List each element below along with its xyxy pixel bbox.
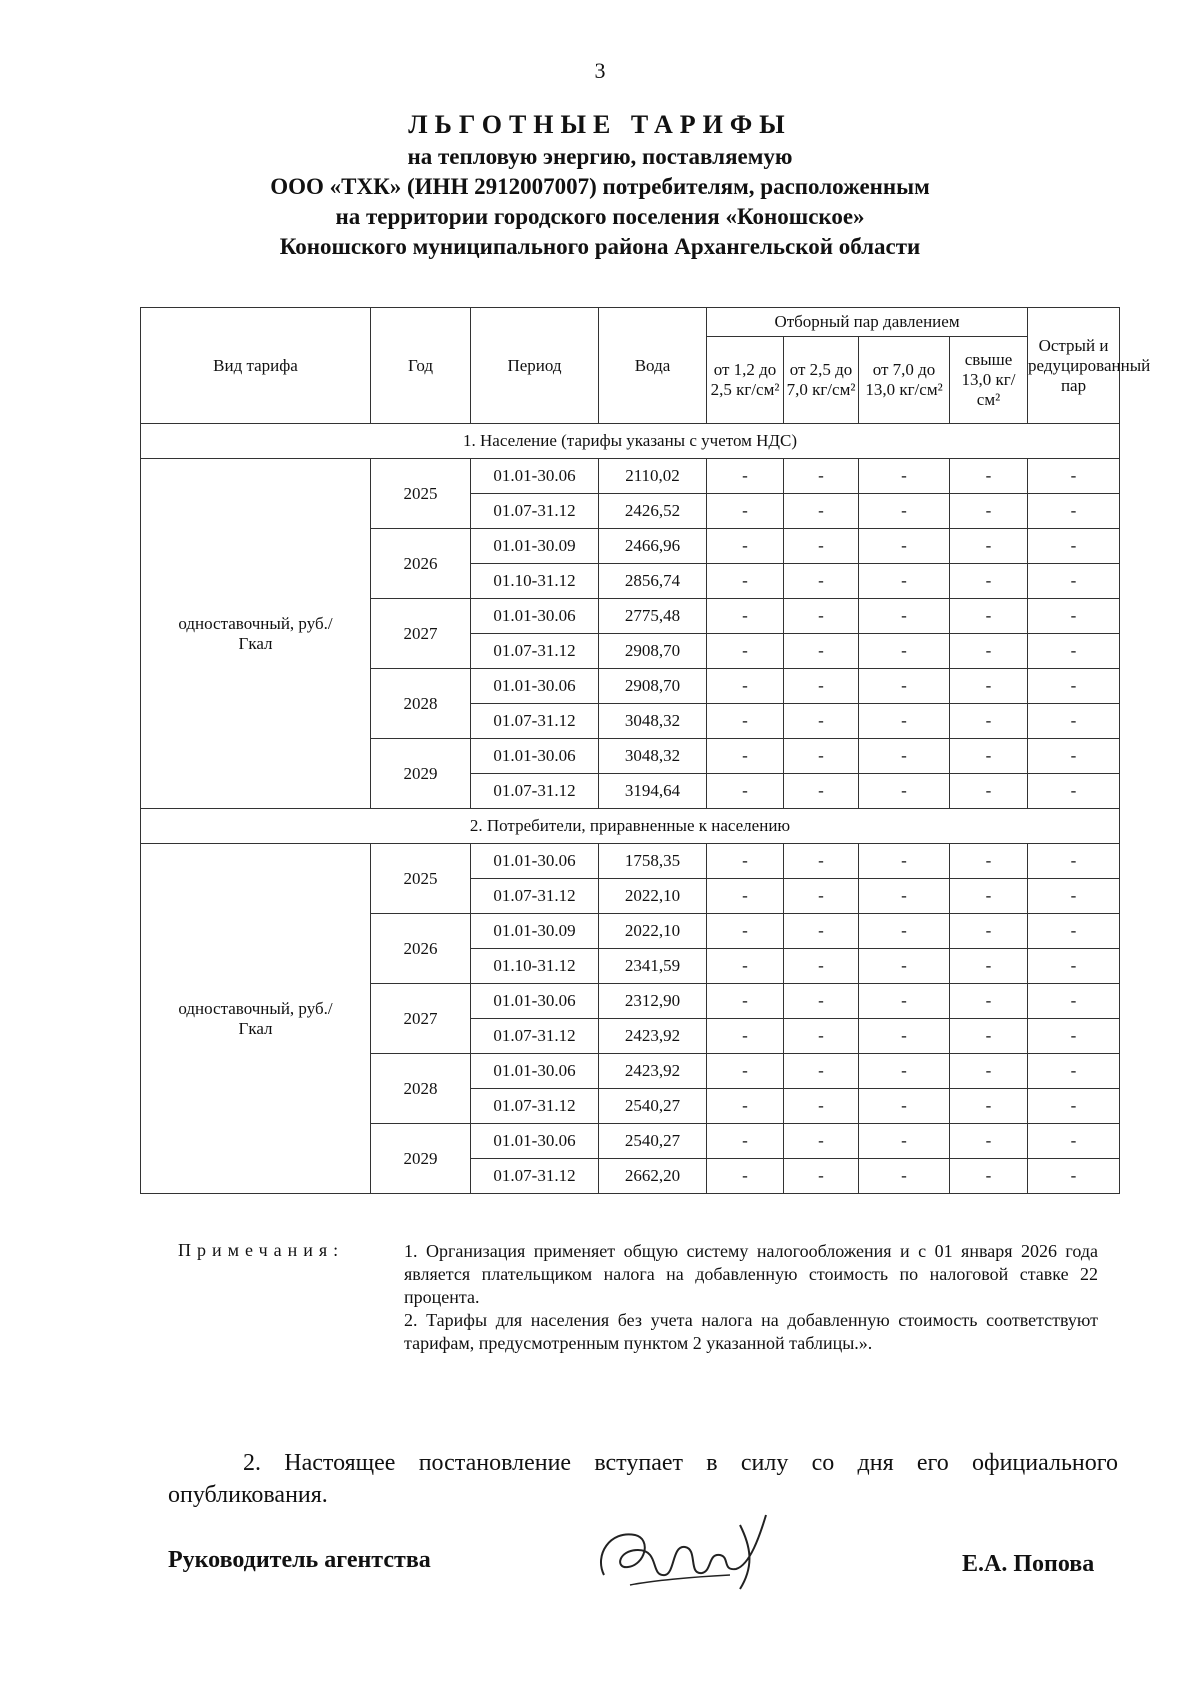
- header-period: Период: [471, 308, 599, 424]
- steam-4-cell: -: [950, 1019, 1028, 1054]
- sharp-steam-cell: -: [1028, 879, 1120, 914]
- steam-3-cell: -: [859, 669, 950, 704]
- header-steam-3: от 7,0 до 13,0 кг/см²: [859, 337, 950, 424]
- water-cell: 2908,70: [599, 669, 707, 704]
- note-2: 2. Тарифы для населения без учета налога на добавленную стоимость соответствуют тарифам, предусмотренным пунктом 2 указанной таблицы.».: [404, 1310, 1098, 1353]
- year-cell: 2025: [371, 844, 471, 914]
- period-cell: 01.01-30.06: [471, 1124, 599, 1159]
- header-year: Год: [371, 308, 471, 424]
- sharp-steam-cell: -: [1028, 529, 1120, 564]
- sharp-steam-cell: -: [1028, 704, 1120, 739]
- sharp-steam-cell: -: [1028, 1019, 1120, 1054]
- header-steam-group: Отборный пар давлением: [707, 308, 1028, 337]
- steam-4-cell: -: [950, 459, 1028, 494]
- steam-2-cell: -: [784, 774, 859, 809]
- tariff-table-body: [141, 424, 1120, 1194]
- period-cell: 01.01-30.06: [471, 984, 599, 1019]
- steam-4-cell: -: [950, 1089, 1028, 1124]
- steam-1-cell: -: [707, 984, 784, 1019]
- steam-2-cell: -: [784, 704, 859, 739]
- steam-3-cell: -: [859, 879, 950, 914]
- sharp-steam-cell: -: [1028, 564, 1120, 599]
- header-steam-1: от 1,2 до 2,5 кг/см²: [707, 337, 784, 424]
- table-row: [141, 459, 1120, 494]
- water-cell: 2662,20: [599, 1159, 707, 1194]
- year-cell: 2029: [371, 739, 471, 809]
- steam-1-cell: -: [707, 459, 784, 494]
- steam-1-cell: -: [707, 494, 784, 529]
- steam-3-cell: -: [859, 914, 950, 949]
- sharp-steam-cell: -: [1028, 914, 1120, 949]
- water-cell: 3048,32: [599, 739, 707, 774]
- steam-4-cell: -: [950, 914, 1028, 949]
- water-cell: 2110,02: [599, 459, 707, 494]
- water-cell: 2908,70: [599, 634, 707, 669]
- steam-4-cell: -: [950, 599, 1028, 634]
- steam-2-cell: -: [784, 844, 859, 879]
- steam-3-cell: -: [859, 739, 950, 774]
- steam-3-cell: -: [859, 1019, 950, 1054]
- water-cell: 2856,74: [599, 564, 707, 599]
- water-cell: 2423,92: [599, 1019, 707, 1054]
- clause-2: 2. Настоящее постановление вступает в силу со дня его официального опубликования.: [168, 1450, 1118, 1508]
- title-line-3: ООО «ТХК» (ИНН 2912007007) потребителям, расположенным: [270, 174, 930, 199]
- sharp-steam-cell: -: [1028, 669, 1120, 704]
- section-title: 2. Потребители, приравненные к населению: [141, 809, 1120, 844]
- table-row: [141, 844, 1120, 879]
- steam-4-cell: -: [950, 1054, 1028, 1089]
- period-cell: 01.07-31.12: [471, 1159, 599, 1194]
- steam-3-cell: -: [859, 634, 950, 669]
- header-tariff-type: Вид тарифа: [141, 308, 371, 424]
- steam-3-cell: -: [859, 459, 950, 494]
- steam-3-cell: -: [859, 494, 950, 529]
- steam-2-cell: -: [784, 1019, 859, 1054]
- year-cell: 2026: [371, 529, 471, 599]
- period-cell: 01.01-30.06: [471, 739, 599, 774]
- steam-2-cell: -: [784, 529, 859, 564]
- water-cell: 2426,52: [599, 494, 707, 529]
- sharp-steam-cell: -: [1028, 494, 1120, 529]
- year-cell: 2029: [371, 1124, 471, 1194]
- notes-label: Примечания:: [178, 1240, 345, 1260]
- header-water: Вода: [599, 308, 707, 424]
- steam-1-cell: -: [707, 949, 784, 984]
- notes-body: [404, 1240, 1098, 1355]
- steam-1-cell: -: [707, 879, 784, 914]
- title-line-4: на территории городского поселения «Коношское»: [335, 204, 865, 229]
- water-cell: 2341,59: [599, 949, 707, 984]
- water-cell: 2540,27: [599, 1124, 707, 1159]
- sharp-steam-cell: -: [1028, 459, 1120, 494]
- steam-1-cell: -: [707, 599, 784, 634]
- steam-3-cell: -: [859, 1089, 950, 1124]
- steam-2-cell: -: [784, 564, 859, 599]
- signer-name: Е.А. Попова: [962, 1551, 1095, 1577]
- header-steam-4: свыше 13,0 кг/см²: [950, 337, 1028, 424]
- water-cell: 2022,10: [599, 879, 707, 914]
- section-row: [141, 424, 1120, 459]
- steam-4-cell: -: [950, 844, 1028, 879]
- steam-4-cell: -: [950, 984, 1028, 1019]
- water-cell: 3048,32: [599, 704, 707, 739]
- period-cell: 01.01-30.06: [471, 669, 599, 704]
- steam-2-cell: -: [784, 599, 859, 634]
- water-cell: 2423,92: [599, 1054, 707, 1089]
- period-cell: 01.07-31.12: [471, 1019, 599, 1054]
- steam-2-cell: -: [784, 914, 859, 949]
- steam-2-cell: -: [784, 879, 859, 914]
- period-cell: 01.07-31.12: [471, 1089, 599, 1124]
- period-cell: 01.01-30.09: [471, 914, 599, 949]
- steam-4-cell: -: [950, 774, 1028, 809]
- period-cell: 01.10-31.12: [471, 949, 599, 984]
- page-number: 3: [594, 58, 606, 83]
- header-sharp-steam: Острый и редуцированный пар: [1028, 308, 1120, 424]
- steam-1-cell: -: [707, 529, 784, 564]
- steam-2-cell: -: [784, 1124, 859, 1159]
- year-cell: 2025: [371, 459, 471, 529]
- water-cell: 2540,27: [599, 1089, 707, 1124]
- period-cell: 01.10-31.12: [471, 564, 599, 599]
- steam-2-cell: -: [784, 949, 859, 984]
- sharp-steam-cell: -: [1028, 1124, 1120, 1159]
- steam-3-cell: -: [859, 844, 950, 879]
- water-cell: 1758,35: [599, 844, 707, 879]
- sharp-steam-cell: -: [1028, 984, 1120, 1019]
- steam-2-cell: -: [784, 1054, 859, 1089]
- steam-4-cell: -: [950, 494, 1028, 529]
- steam-2-cell: -: [784, 739, 859, 774]
- sharp-steam-cell: -: [1028, 774, 1120, 809]
- tariff-table: [140, 307, 1151, 1194]
- steam-3-cell: -: [859, 1124, 950, 1159]
- steam-3-cell: -: [859, 984, 950, 1019]
- steam-2-cell: -: [784, 459, 859, 494]
- steam-4-cell: -: [950, 739, 1028, 774]
- steam-3-cell: -: [859, 949, 950, 984]
- period-cell: 01.01-30.06: [471, 459, 599, 494]
- period-cell: 01.01-30.09: [471, 529, 599, 564]
- sharp-steam-cell: -: [1028, 1159, 1120, 1194]
- sharp-steam-cell: -: [1028, 844, 1120, 879]
- steam-4-cell: -: [950, 1159, 1028, 1194]
- steam-4-cell: -: [950, 564, 1028, 599]
- year-cell: 2028: [371, 1054, 471, 1124]
- water-cell: 2775,48: [599, 599, 707, 634]
- period-cell: 01.07-31.12: [471, 704, 599, 739]
- steam-1-cell: -: [707, 739, 784, 774]
- steam-3-cell: -: [859, 529, 950, 564]
- steam-4-cell: -: [950, 704, 1028, 739]
- header-steam-2: от 2,5 до 7,0 кг/см²: [784, 337, 859, 424]
- tariff-type-cell: одноставочный, руб./Гкал: [141, 459, 371, 809]
- steam-4-cell: -: [950, 634, 1028, 669]
- steam-1-cell: -: [707, 914, 784, 949]
- steam-4-cell: -: [950, 529, 1028, 564]
- period-cell: 01.01-30.06: [471, 844, 599, 879]
- period-cell: 01.07-31.12: [471, 774, 599, 809]
- steam-3-cell: -: [859, 1054, 950, 1089]
- steam-1-cell: -: [707, 1159, 784, 1194]
- year-cell: 2027: [371, 984, 471, 1054]
- steam-3-cell: -: [859, 704, 950, 739]
- steam-1-cell: -: [707, 704, 784, 739]
- tariff-type-cell: одноставочный, руб./Гкал: [141, 844, 371, 1194]
- section-row: [141, 809, 1120, 844]
- document-title: [0, 108, 1200, 262]
- year-cell: 2026: [371, 914, 471, 984]
- steam-4-cell: -: [950, 669, 1028, 704]
- note-1: 1. Организация применяет общую систему налогообложения и с 01 января 2026 года является плательщиком налога на добавленную стоимость по налоговой ставке 22 процента.: [404, 1241, 1098, 1307]
- water-cell: 2022,10: [599, 914, 707, 949]
- steam-1-cell: -: [707, 634, 784, 669]
- sharp-steam-cell: -: [1028, 739, 1120, 774]
- steam-1-cell: -: [707, 1054, 784, 1089]
- period-cell: 01.01-30.06: [471, 599, 599, 634]
- sharp-steam-cell: -: [1028, 1089, 1120, 1124]
- title-line-1: ЛЬГОТНЫЕ ТАРИФЫ: [408, 110, 792, 139]
- steam-3-cell: -: [859, 1159, 950, 1194]
- steam-2-cell: -: [784, 984, 859, 1019]
- steam-4-cell: -: [950, 1124, 1028, 1159]
- title-line-2: на тепловую энергию, поставляемую: [407, 144, 793, 169]
- steam-3-cell: -: [859, 564, 950, 599]
- steam-3-cell: -: [859, 774, 950, 809]
- water-cell: 3194,64: [599, 774, 707, 809]
- steam-2-cell: -: [784, 1159, 859, 1194]
- steam-1-cell: -: [707, 844, 784, 879]
- sharp-steam-cell: -: [1028, 1054, 1120, 1089]
- steam-1-cell: -: [707, 774, 784, 809]
- steam-1-cell: -: [707, 1124, 784, 1159]
- steam-4-cell: -: [950, 879, 1028, 914]
- steam-3-cell: -: [859, 599, 950, 634]
- sharp-steam-cell: -: [1028, 634, 1120, 669]
- period-cell: 01.07-31.12: [471, 879, 599, 914]
- year-cell: 2027: [371, 599, 471, 669]
- handwritten-signature: [590, 1505, 780, 1595]
- signer-position: Руководитель агентства: [168, 1547, 431, 1573]
- steam-4-cell: -: [950, 949, 1028, 984]
- steam-2-cell: -: [784, 494, 859, 529]
- steam-2-cell: -: [784, 669, 859, 704]
- title-line-5: Коношского муниципального района Архангельской области: [279, 234, 921, 259]
- period-cell: 01.01-30.06: [471, 1054, 599, 1089]
- sharp-steam-cell: -: [1028, 599, 1120, 634]
- steam-1-cell: -: [707, 669, 784, 704]
- steam-2-cell: -: [784, 1089, 859, 1124]
- year-cell: 2028: [371, 669, 471, 739]
- water-cell: 2466,96: [599, 529, 707, 564]
- steam-1-cell: -: [707, 564, 784, 599]
- water-cell: 2312,90: [599, 984, 707, 1019]
- period-cell: 01.07-31.12: [471, 634, 599, 669]
- sharp-steam-cell: -: [1028, 949, 1120, 984]
- steam-2-cell: -: [784, 634, 859, 669]
- steam-1-cell: -: [707, 1089, 784, 1124]
- period-cell: 01.07-31.12: [471, 494, 599, 529]
- steam-1-cell: -: [707, 1019, 784, 1054]
- section-title: 1. Население (тарифы указаны с учетом НДС): [141, 424, 1120, 459]
